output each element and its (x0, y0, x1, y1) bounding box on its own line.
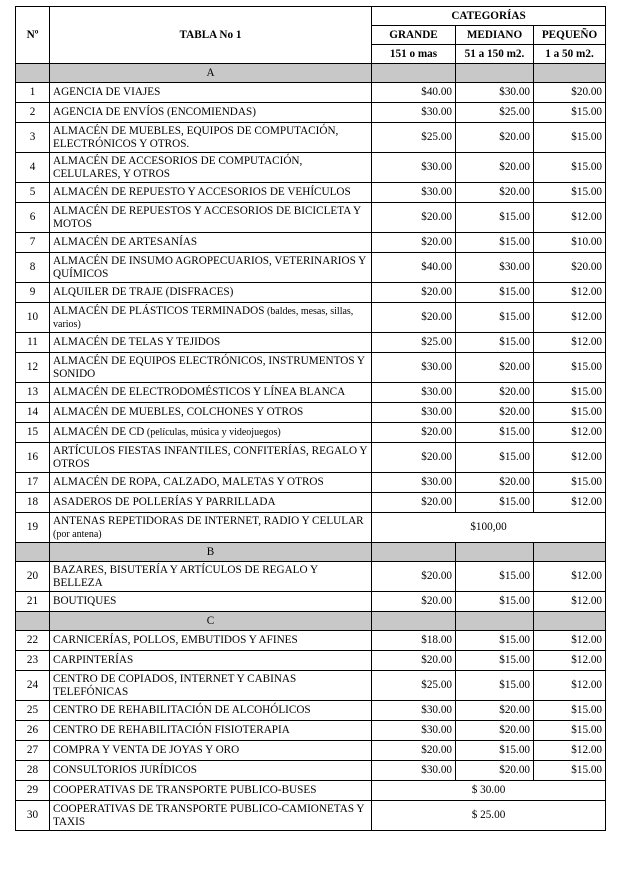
grande-price: $20.00 (372, 493, 456, 513)
header-mediano-range: 51 a 150 m2. (456, 45, 534, 64)
mediano-price: $15.00 (456, 423, 534, 443)
row-name: AGENCIA DE VIAJES (53, 86, 161, 98)
pequeno-price: $10.00 (534, 233, 606, 253)
header-mediano: MEDIANO (456, 26, 534, 45)
grande-price: $30.00 (372, 383, 456, 403)
grande-price: $20.00 (372, 233, 456, 253)
section-letter: C (50, 612, 372, 631)
row-name: ALMACÉN DE REPUESTO Y ACCESORIOS DE VEHÍCULOS (53, 186, 351, 198)
table-row (16, 103, 606, 123)
row-name-cell (50, 423, 372, 443)
mediano-price: $20.00 (456, 403, 534, 423)
table-row (16, 203, 606, 233)
row-name: BOUTIQUES (53, 595, 117, 607)
mediano-price: $20.00 (456, 473, 534, 493)
row-name: COOPERATIVAS DE TRANSPORTE PUBLICO-BUSES (53, 784, 317, 796)
section-row (16, 543, 606, 562)
pequeno-price: $15.00 (534, 103, 606, 123)
row-name-cell (50, 253, 372, 283)
section-blank-cell (534, 543, 606, 562)
row-name-cell (50, 123, 372, 153)
table-row (16, 423, 606, 443)
pequeno-price: $15.00 (534, 473, 606, 493)
row-name-cell (50, 83, 372, 103)
flat-rate: $ 25.00 (372, 801, 606, 831)
row-number: 21 (16, 592, 50, 612)
grande-price: $18.00 (372, 631, 456, 651)
grande-price: $30.00 (372, 701, 456, 721)
pequeno-price: $20.00 (534, 253, 606, 283)
row-name: CENTRO DE REHABILITACIÓN DE ALCOHÓLICOS (53, 704, 311, 716)
row-name-cell (50, 183, 372, 203)
grande-price: $30.00 (372, 761, 456, 781)
section-blank-cell (372, 64, 456, 83)
row-number: 6 (16, 203, 50, 233)
row-number: 11 (16, 333, 50, 353)
table-row (16, 233, 606, 253)
mediano-price: $15.00 (456, 741, 534, 761)
table-row (16, 353, 606, 383)
row-number: 14 (16, 403, 50, 423)
row-name: CENTRO DE COPIADOS, INTERNET Y CABINAS TELEFÓNICAS (53, 672, 297, 698)
row-number: 5 (16, 183, 50, 203)
pequeno-price: $15.00 (534, 761, 606, 781)
table-row (16, 562, 606, 592)
row-number: 28 (16, 761, 50, 781)
pequeno-price: $15.00 (534, 403, 606, 423)
section-blank-cell (16, 64, 50, 83)
table-row (16, 443, 606, 473)
section-blank-cell (456, 543, 534, 562)
pequeno-price: $20.00 (534, 83, 606, 103)
row-name-cell (50, 721, 372, 741)
grande-price: $20.00 (372, 562, 456, 592)
section-blank-cell (534, 612, 606, 631)
grande-price: $40.00 (372, 253, 456, 283)
header-no: Nº (16, 7, 50, 64)
pequeno-price: $12.00 (534, 303, 606, 333)
row-name-cell (50, 203, 372, 233)
row-name: CENTRO DE REHABILITACIÓN FISIOTERAPIA (53, 724, 290, 736)
grande-price: $30.00 (372, 153, 456, 183)
pequeno-price: $12.00 (534, 741, 606, 761)
grande-price: $25.00 (372, 333, 456, 353)
row-name: ALMACÉN DE ROPA, CALZADO, MALETAS Y OTROS (53, 476, 324, 488)
row-name-cell (50, 631, 372, 651)
pequeno-price: $12.00 (534, 562, 606, 592)
row-name: ALMACÉN DE ACCESORIOS DE COMPUTACIÓN, CELULARES, Y OTROS (53, 154, 303, 180)
row-name: ALMACÉN DE MUEBLES, COLCHONES Y OTROS (53, 406, 304, 418)
row-name-cell (50, 233, 372, 253)
row-name-cell (50, 592, 372, 612)
row-name-cell (50, 403, 372, 423)
pequeno-price: $12.00 (534, 443, 606, 473)
grande-price: $30.00 (372, 403, 456, 423)
table-row (16, 333, 606, 353)
section-blank-cell (456, 64, 534, 83)
mediano-price: $15.00 (456, 671, 534, 701)
row-name: AGENCIA DE ENVÍOS (ENCOMIENDAS) (53, 106, 256, 118)
row-name: COMPRA Y VENTA DE JOYAS Y ORO (53, 744, 240, 756)
row-name-cell (50, 153, 372, 183)
pequeno-price: $12.00 (534, 651, 606, 671)
mediano-price: $20.00 (456, 353, 534, 383)
pequeno-price: $12.00 (534, 203, 606, 233)
row-number: 17 (16, 473, 50, 493)
row-number: 23 (16, 651, 50, 671)
mediano-price: $20.00 (456, 701, 534, 721)
pequeno-price: $15.00 (534, 701, 606, 721)
grande-price: $20.00 (372, 741, 456, 761)
row-number: 15 (16, 423, 50, 443)
section-row (16, 64, 606, 83)
mediano-price: $15.00 (456, 651, 534, 671)
pequeno-price: $15.00 (534, 721, 606, 741)
row-name-cell (50, 383, 372, 403)
row-name-cell (50, 283, 372, 303)
row-name-note: (por antena) (53, 528, 102, 540)
row-number: 2 (16, 103, 50, 123)
section-blank-cell (16, 612, 50, 631)
section-blank-cell (372, 543, 456, 562)
mediano-price: $15.00 (456, 493, 534, 513)
row-name-cell (50, 303, 372, 333)
row-name-cell (50, 781, 372, 801)
row-name-cell (50, 513, 372, 543)
row-number: 10 (16, 303, 50, 333)
grande-price: $30.00 (372, 103, 456, 123)
table-row (16, 403, 606, 423)
grande-price: $30.00 (372, 353, 456, 383)
mediano-price: $20.00 (456, 183, 534, 203)
section-letter: B (50, 543, 372, 562)
mediano-price: $15.00 (456, 303, 534, 333)
row-number: 19 (16, 513, 50, 543)
mediano-price: $15.00 (456, 631, 534, 651)
table-row (16, 253, 606, 283)
row-number: 4 (16, 153, 50, 183)
row-name: ARTÍCULOS FIESTAS INFANTILES, CONFITERÍAS, REGALO Y OTROS (53, 444, 368, 470)
row-name: CARNICERÍAS, POLLOS, EMBUTIDOS Y AFINES (53, 634, 298, 646)
row-name-cell (50, 493, 372, 513)
grande-price: $20.00 (372, 651, 456, 671)
section-row (16, 612, 606, 631)
mediano-price: $15.00 (456, 203, 534, 233)
table-row (16, 671, 606, 701)
row-name-note: (baldes, mesas, sillas, varios) (53, 305, 354, 330)
pequeno-price: $15.00 (534, 153, 606, 183)
pequeno-price: $12.00 (534, 631, 606, 651)
section-blank-cell (16, 543, 50, 562)
grande-price: $30.00 (372, 721, 456, 741)
header-pequeno-range: 1 a 50 m2. (534, 45, 606, 64)
row-number: 13 (16, 383, 50, 403)
grande-price: $20.00 (372, 423, 456, 443)
row-name-cell (50, 333, 372, 353)
row-number: 22 (16, 631, 50, 651)
grande-price: $20.00 (372, 443, 456, 473)
table-row (16, 283, 606, 303)
pequeno-price: $12.00 (534, 592, 606, 612)
table-row (16, 592, 606, 612)
row-number: 3 (16, 123, 50, 153)
grande-price: $20.00 (372, 592, 456, 612)
row-name-cell (50, 443, 372, 473)
row-number: 9 (16, 283, 50, 303)
row-name: ALMACÉN DE REPUESTOS Y ACCESORIOS DE BICICLETA Y MOTOS (53, 204, 361, 230)
row-name: ALMACÉN DE INSUMO AGROPECUARIOS, VETERINARIOS Y QUÍMICOS (53, 254, 366, 280)
tariff-table (15, 6, 606, 831)
mediano-price: $30.00 (456, 253, 534, 283)
grande-price: $25.00 (372, 123, 456, 153)
row-name-cell (50, 761, 372, 781)
table-row (16, 493, 606, 513)
pequeno-price: $15.00 (534, 353, 606, 383)
header-grande: GRANDE (372, 26, 456, 45)
row-number: 8 (16, 253, 50, 283)
header-categorias: CATEGORÍAS (372, 7, 606, 26)
pequeno-price: $12.00 (534, 423, 606, 443)
grande-price: $20.00 (372, 203, 456, 233)
row-name: BAZARES, BISUTERÍA Y ARTÍCULOS DE REGALO Y BELLEZA (53, 563, 318, 589)
table-row (16, 303, 606, 333)
mediano-price: $30.00 (456, 83, 534, 103)
row-number: 16 (16, 443, 50, 473)
table-row (16, 123, 606, 153)
mediano-price: $15.00 (456, 333, 534, 353)
mediano-price: $15.00 (456, 592, 534, 612)
row-name: ALMACÉN DE ELECTRODOMÉSTICOS Y LÍNEA BLANCA (53, 386, 346, 398)
table-row (16, 513, 606, 543)
grande-price: $25.00 (372, 671, 456, 701)
row-number: 26 (16, 721, 50, 741)
row-name: ANTENAS REPETIDORAS DE INTERNET, RADIO Y CELULAR (53, 514, 364, 527)
row-number: 18 (16, 493, 50, 513)
row-name: CONSULTORIOS JURÍDICOS (53, 764, 197, 776)
row-name: ALMACÉN DE PLÁSTICOS TERMINADOS (53, 304, 265, 317)
row-name: ALMACÉN DE MUEBLES, EQUIPOS DE COMPUTACIÓN, ELECTRÓNICOS Y OTROS. (53, 124, 339, 150)
row-name: CARPINTERÍAS (53, 654, 134, 666)
table-row (16, 631, 606, 651)
row-number: 27 (16, 741, 50, 761)
row-number: 29 (16, 781, 50, 801)
row-name-cell (50, 801, 372, 831)
pequeno-price: $12.00 (534, 671, 606, 701)
flat-rate: $ 30.00 (372, 781, 606, 801)
grande-price: $20.00 (372, 283, 456, 303)
row-number: 25 (16, 701, 50, 721)
row-name-cell (50, 741, 372, 761)
header-pequeno: PEQUEÑO (534, 26, 606, 45)
table-row (16, 781, 606, 801)
row-number: 20 (16, 562, 50, 592)
mediano-price: $20.00 (456, 383, 534, 403)
mediano-price: $15.00 (456, 283, 534, 303)
header-grande-range: 151 o mas (372, 45, 456, 64)
pequeno-price: $12.00 (534, 493, 606, 513)
pequeno-price: $12.00 (534, 283, 606, 303)
table-row (16, 701, 606, 721)
table-row (16, 651, 606, 671)
row-name-cell (50, 562, 372, 592)
section-blank-cell (456, 612, 534, 631)
section-blank-cell (372, 612, 456, 631)
mediano-price: $20.00 (456, 123, 534, 153)
row-name-cell (50, 473, 372, 493)
row-name: ALMACÉN DE CD (53, 426, 145, 438)
pequeno-price: $15.00 (534, 183, 606, 203)
row-name: ALQUILER DE TRAJE (DISFRACES) (53, 286, 234, 298)
table-row (16, 383, 606, 403)
flat-rate: $100,00 (372, 513, 606, 543)
row-number: 12 (16, 353, 50, 383)
row-name-cell (50, 651, 372, 671)
row-name-cell (50, 671, 372, 701)
row-number: 7 (16, 233, 50, 253)
row-name-note: (películas, música y videojuegos) (144, 427, 281, 438)
row-name: ALMACÉN DE EQUIPOS ELECTRÓNICOS, INSTRUMENTOS Y SONIDO (53, 354, 365, 380)
table-row (16, 153, 606, 183)
row-name-cell (50, 701, 372, 721)
mediano-price: $20.00 (456, 721, 534, 741)
pequeno-price: $15.00 (534, 123, 606, 153)
table-row (16, 721, 606, 741)
header-tabla: TABLA No 1 (50, 7, 372, 64)
row-number: 30 (16, 801, 50, 831)
pequeno-price: $15.00 (534, 383, 606, 403)
row-name: ALMACÉN DE TELAS Y TEJIDOS (53, 336, 221, 348)
row-name: ALMACÉN DE ARTESANÍAS (53, 236, 198, 248)
row-number: 1 (16, 83, 50, 103)
mediano-price: $20.00 (456, 153, 534, 183)
mediano-price: $15.00 (456, 233, 534, 253)
table-row (16, 761, 606, 781)
table-row (16, 801, 606, 831)
row-name: ASADEROS DE POLLERÍAS Y PARRILLADA (53, 496, 276, 508)
mediano-price: $20.00 (456, 761, 534, 781)
row-number: 24 (16, 671, 50, 701)
table-row (16, 183, 606, 203)
section-blank-cell (534, 64, 606, 83)
table-body (16, 64, 606, 831)
section-letter: A (50, 64, 372, 83)
table-row (16, 83, 606, 103)
row-name-cell (50, 103, 372, 123)
grande-price: $20.00 (372, 303, 456, 333)
grande-price: $30.00 (372, 183, 456, 203)
pequeno-price: $12.00 (534, 333, 606, 353)
mediano-price: $25.00 (456, 103, 534, 123)
mediano-price: $15.00 (456, 562, 534, 592)
grande-price: $40.00 (372, 83, 456, 103)
grande-price: $30.00 (372, 473, 456, 493)
mediano-price: $15.00 (456, 443, 534, 473)
table-row (16, 741, 606, 761)
row-name: COOPERATIVAS DE TRANSPORTE PUBLICO-CAMIONETAS Y TAXIS (53, 802, 365, 828)
table-row (16, 473, 606, 493)
row-name-cell (50, 353, 372, 383)
